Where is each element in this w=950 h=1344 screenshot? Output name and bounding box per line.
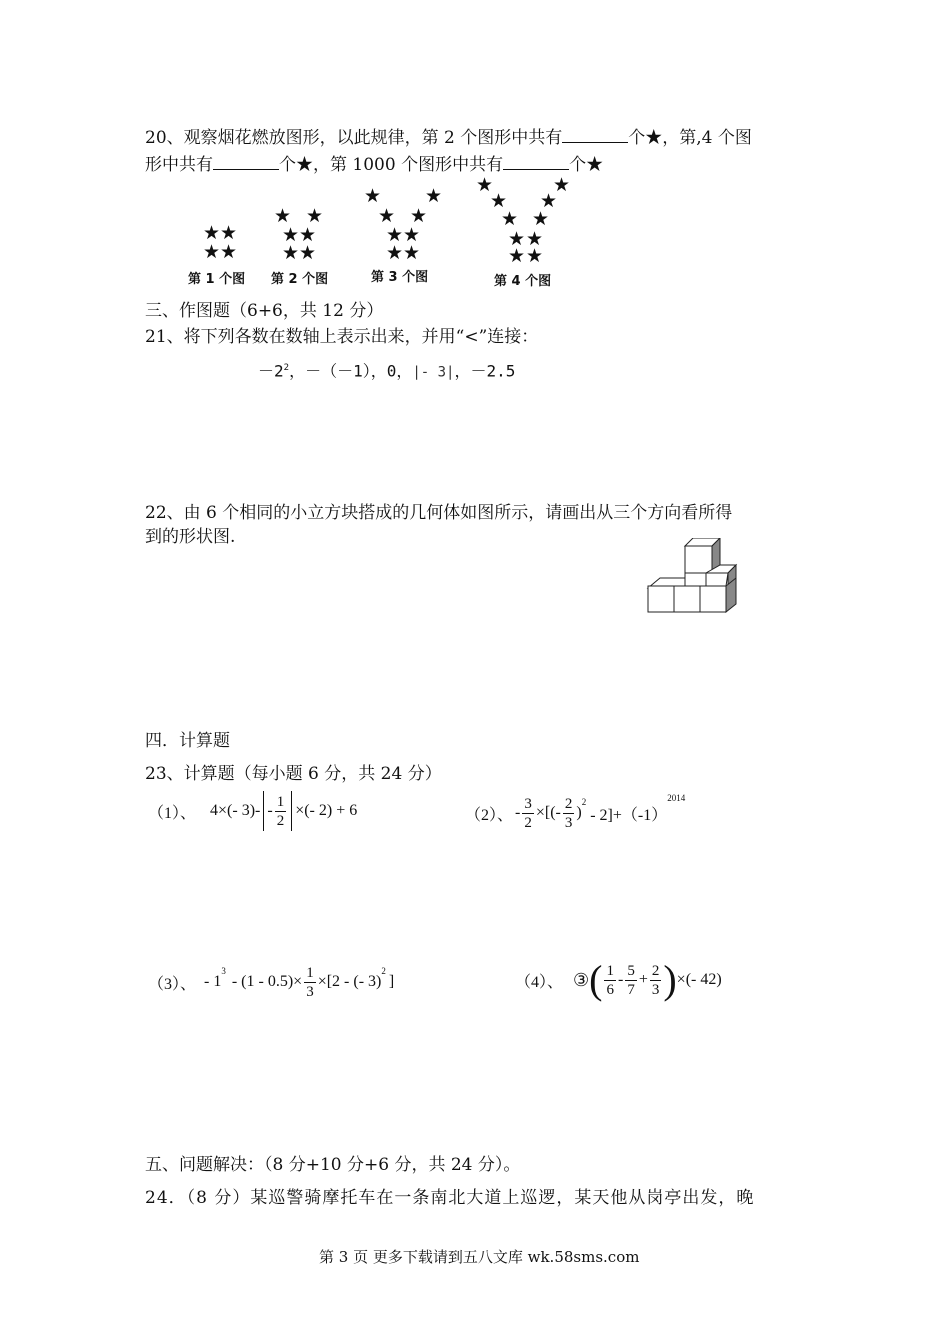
q24-text: 24．（8 分）某巡警骑摩托车在一条南北大道上巡逻，某天他从岗亭出发，晚	[145, 1188, 755, 1208]
star-icon: ★	[532, 208, 550, 230]
star-icon: ★	[378, 205, 396, 227]
star-icon: ★	[386, 224, 404, 246]
q23-title: 23、计算题（每小题 6 分，共 24 分）	[145, 764, 442, 784]
q23-problem-2: （2）、 - $\frac{3}{2}$ ×[(- $\frac{2}{3}$ ) $^2$ - 2]+（-1） $^{2014}$	[465, 793, 686, 831]
star-icon: ★	[476, 174, 494, 196]
star-icon: ★	[203, 241, 221, 263]
star-icon: ★	[364, 185, 382, 207]
answer-blank[interactable]	[562, 128, 628, 143]
q23-problem-1: （1）、 4×(- 3)- - $\frac{1}{2}$ ×(- 2) + 6	[148, 787, 357, 835]
star-icon: ★	[410, 205, 428, 227]
star-icon: ★	[508, 245, 526, 267]
answer-blank[interactable]	[213, 155, 279, 170]
q23-problem-4: （4）、 ③ ( $\frac{1}{6}$ - $\frac{5}{7}$ + $\frac{2}{3}$ ) ×(- 42)	[515, 957, 722, 1002]
star-icon: ★	[299, 224, 317, 246]
figure-label: 第 4 个图	[494, 274, 552, 289]
star-icon: ★	[299, 242, 317, 264]
q23-problem-3: （3）、 - 1 $^3$ - (1 - 0.5)× $\frac{1}{3}$ ×[2 - (- 3) $^2$ ]	[148, 964, 395, 1000]
star-icon: ★	[526, 245, 544, 267]
star-icon: ★	[203, 222, 221, 244]
star-icon: ★	[386, 242, 404, 264]
q20-line1: 20、观察烟花燃放图形，以此规律，第 2 个图形中共有 个★，第,4 个图	[145, 128, 752, 148]
q20-line2: 形中共有 个★，第 1000 个图形中共有 个★	[145, 155, 604, 175]
section-3-title: 三、作图题（6+6，共 12 分）	[145, 301, 384, 321]
star-icon: ★	[508, 228, 526, 250]
q22-line1: 22、由 6 个相同的小立方块搭成的几何体如图所示，请画出从三个方向看所得	[145, 503, 733, 523]
star-icon: ★	[306, 205, 324, 227]
section-4-title: 四．计算题	[145, 731, 230, 751]
star-icon: ★	[540, 190, 558, 212]
star-icon: ★	[274, 205, 292, 227]
section-5-title: 五、问题解决：（8 分+10 分+6 分，共 24 分）。	[145, 1155, 521, 1175]
star-icon: ★	[526, 228, 544, 250]
figure-label: 第 2 个图	[271, 272, 329, 287]
figure-label: 第 1 个图	[188, 272, 246, 287]
star-icon: ★	[403, 242, 421, 264]
star-icon: ★	[490, 190, 508, 212]
star-icon: ★	[501, 208, 519, 230]
star-icon: ★	[425, 185, 443, 207]
q21-numbers: $-2^2$，－（－1），0，|- 3|，－2.5	[258, 361, 516, 381]
q22-line2: 到的形状图.	[145, 527, 236, 547]
cube-stack-diagram	[640, 538, 740, 614]
answer-blank[interactable]	[503, 155, 569, 170]
star-icon: ★	[553, 174, 571, 196]
q21-text: 21、将下列各数在数轴上表示出来，并用“<”连接：	[145, 327, 539, 347]
star-icon: ★	[282, 224, 300, 246]
figure-label: 第 3 个图	[371, 270, 429, 285]
star-icon: ★	[220, 222, 238, 244]
star-icon: ★	[220, 241, 238, 263]
star-icon: ★	[403, 224, 421, 246]
star-icon: ★	[282, 242, 300, 264]
page-footer: 第 3 页 更多下载请到五八文库 wk.58sms.com	[319, 1248, 640, 1266]
